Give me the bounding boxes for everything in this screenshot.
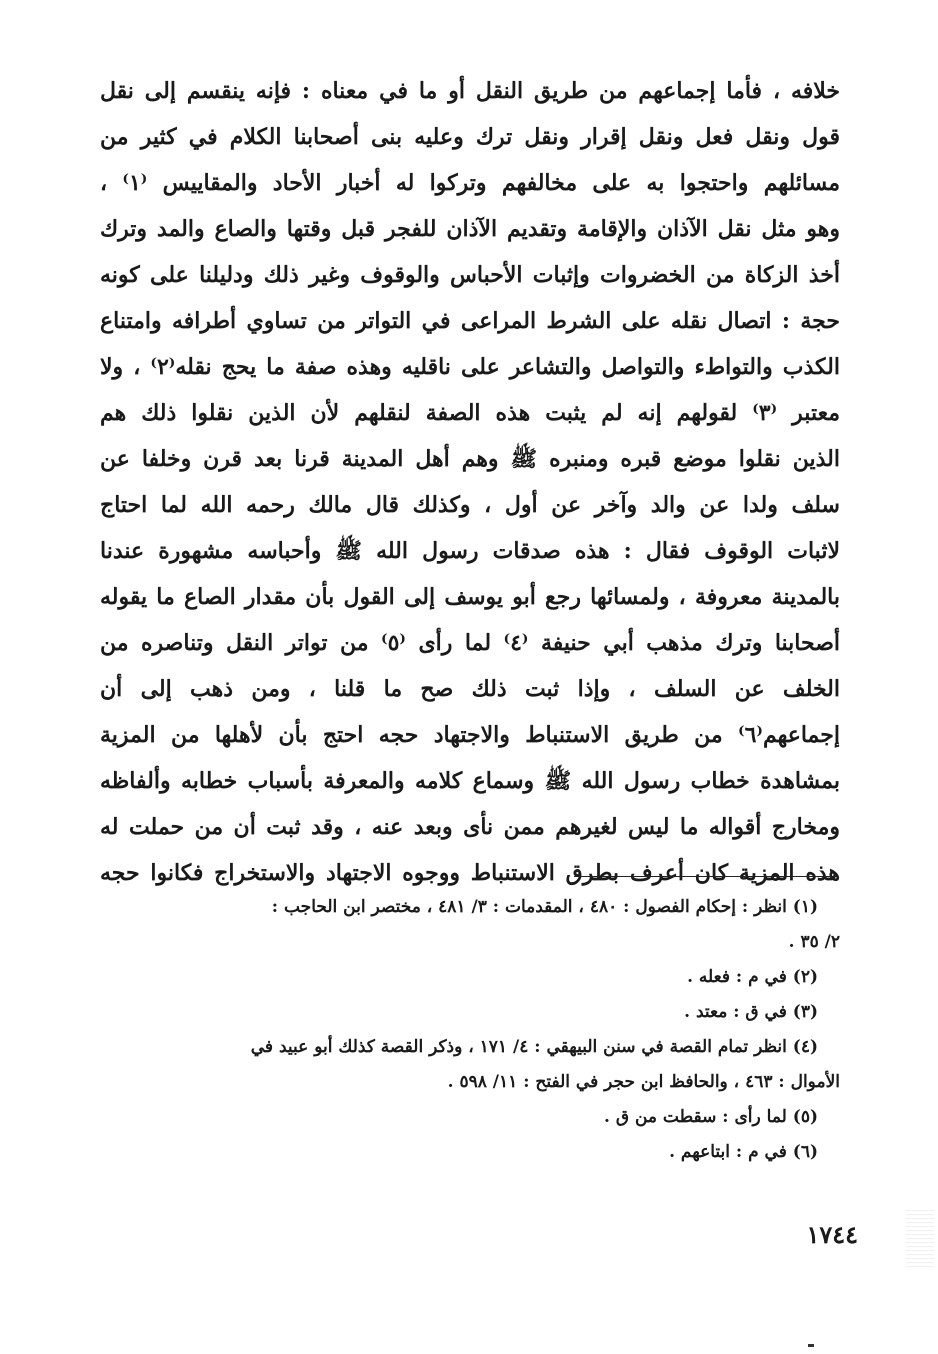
footnote-3: (٣) في ق : معتد . [684,1002,818,1022]
text-line: الذين نقلوا موضع قبره ومنبره ﷺ وهم أهل المدينة قرنا بعد قرن وخلفا عن [100,446,840,472]
text-line: مسائلهم واحتجوا به على مخالفهم وتركوا له أخبار الأحاد والمقاييس ⁽١⁾ ، [100,170,840,196]
text-line: إجماعهم⁽٦⁾ من طريق الاستنباط والاجتهاد حجه احتج بأن لأهلها من المزية [100,722,840,748]
footnote-1-continued: ٢/ ٣٥ . [788,932,840,952]
text-line: وهو مثل نقل الآذان والإقامة وتقديم الآذان للفجر قبل وقتها والصاع والمد وترك [100,216,840,242]
footnote-5: (٥) لما رأى : سقطت من ق . [604,1107,818,1127]
text-line: حجة : اتصال نقله على الشرط المراعى في التواتر من تساوي أطرافه وامتناع [100,308,840,334]
text-line: أخذ الزكاة من الخضروات وإثبات الأحباس والوقوف وغير ذلك ودليلنا على كونه [100,262,840,288]
footnote-2: (٢) في م : فعله . [687,967,818,987]
footnote-4-continued: الأموال : ٤٦٣ ، والحافظ ابن حجر في الفتح : ١١/ ٥٩٨ . [447,1072,840,1092]
scan-edge-artifact [906,1210,934,1270]
footnote-6: (٦) في م : ابتاعهم . [669,1142,818,1162]
text-line: الكذب والتواطء والتواصل والتشاعر على ناقليه وهذه صفة ما يحج نقله⁽٢⁾ ، ولا [100,354,840,380]
text-line: بمشاهدة خطاب رسول الله ﷺ وسماع كلامه والمعرفة بأسباب خطابه وألفاظه [100,768,840,794]
footnote-1: (١) انظر : إحكام الفصول : ٤٨٠ ، المقدمات : ٣/ ٤٨١ ، مختصر ابن الحاجب : [271,897,818,917]
text-line: معتبر ⁽٣⁾ لقولهم إنه لم يثبت هذه الصفة لنقلهم لأن الذين نقلوا ذلك هم [100,400,840,426]
scan-speck [808,1344,814,1347]
text-line: سلف ولدا عن والد وآخر عن أول ، وكذلك قال مالك رحمه الله لما احتاج [100,492,840,518]
footnote-4: (٤) انظر تمام القصة في سنن البيهقي : ٤/ ١٧١ ، وذكر القصة كذلك أبو عبيد في [250,1037,818,1057]
text-line: قول ونقل فعل ونقل إقرار ونقل ترك وعليه بنى أصحابنا الكلام في كثير من [100,124,840,150]
footnote-divider [574,876,838,877]
text-line: بالمدينة معروفة ، ولمسائها رجع أبو يوسف إلى القول بأن مقدار الصاع ما يقوله [100,584,840,610]
main-text-block [100,68,840,896]
text-line: أصحابنا وترك مذهب أبي حنيفة ⁽٤⁾ لما رأى ⁽٥⁾ من تواتر النقل وتناصره من [100,630,840,656]
text-line: خلافه ، فأما إجماعهم من طريق النقل أو ما في معناه : فإنه ينقسم إلى نقل [100,78,840,104]
text-line: الخلف عن السلف ، وإذا ثبت ذلك صح ما قلنا ، ومن ذهب إلى أن [100,676,840,702]
text-line: ومخارج أقواله ما ليس لغيرهم ممن نأى وبعد عنه ، وقد ثبت أن من حملت له [100,814,840,840]
page-number: ١٧٤٤ [806,1220,858,1249]
text-line: لاثبات الوقوف فقال : هذه صدقات رسول الله ﷺ وأحباسه مشهورة عندنا [100,538,840,564]
footnotes-block [100,890,840,1170]
text-line: هذه المزية كان أعرف بطرق الاستنباط ووجوه الاجتهاد والاستخراج فكانوا حجه [100,860,840,886]
